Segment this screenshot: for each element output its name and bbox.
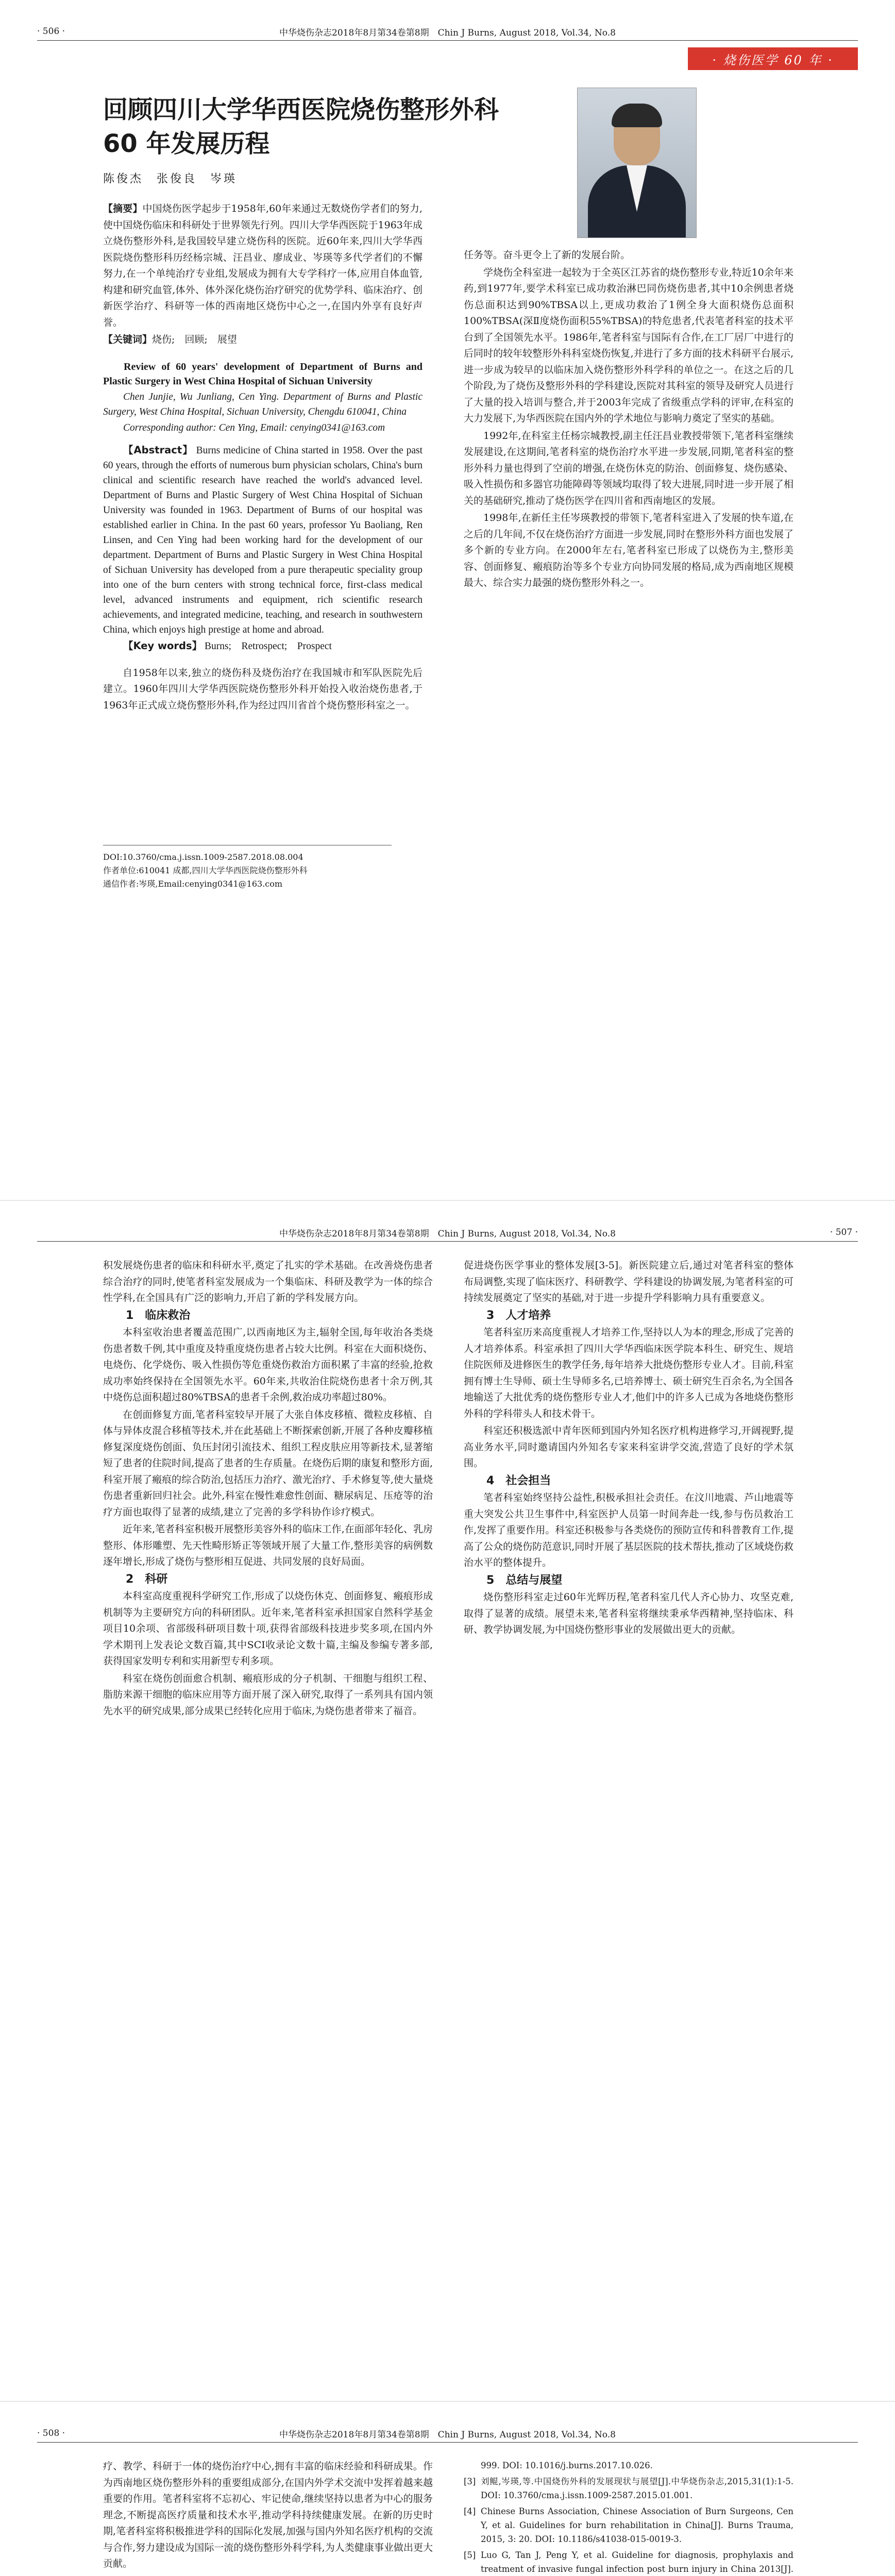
page-508 (0, 2402, 895, 2576)
paragraph: 本科室收治患者覆盖范围广,以西南地区为主,辐射全国,每年收治各类烧伤患者数千例,其中重度及特重度烧伤患者占较大比例。科室在大面积烧伤、电烧伤、化学烧伤、吸入性损伤等危重烧伤救治方面积累了丰富的经验,抢救成功率始终保持在全国领先水平。60年来,共收治住院烧伤患者十余万例,其中烧伤总面积超过80%TBSA的患者千余例,救治成功率超过80%。 (103, 1327, 433, 1403)
paragraph: 烧伤整形科室走过60年光辉历程,笔者科室几代人齐心协力、攻坚克难,取得了显著的成绩。展望未来,笔者科室将继续秉承华西精神,坚持临床、科研、教学协调发展,为中国烧伤整形事业的发展做出更大的贡献。 (464, 1591, 793, 1635)
english-corresponding: Corresponding author: Cen Ying, Email: cenying0341@163.com (123, 422, 385, 433)
section-heading-1: 1 临床救治 (126, 1309, 191, 1322)
page-number: · 508 · (37, 2428, 65, 2438)
paragraph: 任务等。奋斗更令上了新的发展台阶。 (464, 249, 631, 261)
reference-item: 999. DOI: 10.1016/j.burns.2017.10.026. (481, 2461, 653, 2470)
paragraph: 在创面修复方面,笔者科室较早开展了大张自体皮移植、微粒皮移植、自体与异体皮混合移植等技术,并在此基础上不断探索创新,开展了各种皮瓣移植修复深度烧伤创面、负压封闭引流技术、组织工程皮肤应用等新技术,显著缩短了患者的住院时间,提高了患者的生存质量。在烧伤后期的康复和整形方面,科室开展了瘢痕的综合防治,包括压力治疗、激光治疗、手术修复等,使大量烧伤患者重新回归社会。此外,科室在慢性难愈性创面、糖尿病足、压疮等的治疗方面也取得了显著的成绩,建立了完善的多学科协作诊疗模式。 (103, 1409, 433, 1518)
journal-header: 中华烧伤杂志2018年8月第34卷第8期 Chin J Burns, August 2018, Vol.34, No.8 (279, 2429, 616, 2440)
page-number: · 507 · (830, 1227, 858, 1238)
footnote (103, 845, 392, 891)
title-line-1: 回顾四川大学华西医院烧伤整形外科 (103, 95, 499, 124)
paragraph: 1998年,在新任主任岑瑛教授的带领下,笔者科室进入了发展的快车道,在之后的几年间,不仅在烧伤治疗方面进一步发展,同时在整形外科方面也发展了多个新的专业方向。在2000年左右,笔者科室已形成了以烧伤为主,整形美容、创面修复、瘢痕防治等多个专业方向协同发展的格局,成为西南地区规模最大、综合实力最强的烧伤整形外科之一。 (464, 512, 793, 588)
reference-item: [3] 刘鲲,岑瑛,等.中国烧伤外科的发展现状与展望[J].中华烧伤杂志,2015,31(1):1-5. DOI: 10.3760/cma.j.issn.1009-2587.2015.01.001. (464, 2477, 793, 2500)
affiliation: 作者单位:610041 成都,四川大学华西医院烧伤整形外科 (103, 866, 308, 875)
author-photo (577, 88, 697, 238)
article-title (103, 93, 556, 161)
reference-item: [5] Luo G, Tan J, Peng Y, et al. Guideline for diagnosis, prophylaxis and treatment of invasive fungal infection post burn injury in China 2013[J]. (464, 2550, 793, 2574)
left-column (103, 201, 423, 715)
abstract-label: 【摘要】 (103, 203, 143, 214)
running-head (37, 2425, 858, 2443)
title-line-2: 60 年发展历程 (103, 129, 270, 158)
paragraph: 促进烧伤医学事业的整体发展[3-5]。新医院建立后,通过对笔者科室的整体布局调整,实现了临床医疗、科研教学、学科建设的协调发展,为笔者科室的可持续发展奠定了坚实的基础,对于进一步提升学科影响力具有重要意义。 (464, 1260, 793, 1303)
intro-paragraph: 自1958年以来,独立的烧伤科及烧伤治疗在我国城市和军队医院先后建立。1960年四川大学华西医院烧伤整形外科开始投入收治烧伤患者,于1963年正式成立烧伤整形外科,作为经过四川省首个烧伤整形科室之一。 (103, 667, 423, 711)
page-506 (0, 0, 895, 1200)
doi: DOI:10.3760/cma.j.issn.1009-2587.2018.08.004 (103, 852, 303, 862)
journal-header: 中华烧伤杂志2018年8月第34卷第8期 Chin J Burns, August 2018, Vol.34, No.8 (279, 27, 616, 38)
journal-header: 中华烧伤杂志2018年8月第34卷第8期 Chin J Burns, August 2018, Vol.34, No.8 (279, 1228, 616, 1239)
reference-item: [4] Chinese Burns Association, Chinese Association of Burn Surgeons, Cen Y, et al. Guidelines for burn rehabilitation in China[J]. Burns Trauma, 2015, 3: 20. DOI: 10.1186/s41038-015-0019-3. (464, 2506, 793, 2544)
paragraph: 1992年,在科室主任杨宗城教授,副主任汪昌业教授带领下,笔者科室继续发展建设,在这期间,笔者科室的烧伤治疗水平进一步发展,同期,笔者科室的整形外科力量也得到了空前的增强,在烧伤休克的防治、创面修复、烧伤感染、吸入性损伤和多器官功能障碍等领域均取得了较大进展,同时进一步开展了相关的基础研究,推动了烧伤医学在四川省和西南地区的发展。 (464, 430, 793, 506)
right-column (464, 1258, 793, 1639)
section-heading-2: 2 科研 (126, 1572, 168, 1586)
right-column (464, 2459, 793, 2576)
keywords-label: 【关键词】 (103, 334, 153, 345)
page-number: · 506 · (37, 26, 65, 37)
paragraph: 学烧伤全科室进一起较为于全英区江苏省的烧伤整形专业,特近10余年来药,到1977年,要学术科室已成功救治淋巴同伤烧伤患者,其中10余例患者烧伤总面积达到90%TBSA以上,更成功救治了1例全身大面积烧伤总面积100%TBSA(深Ⅱ度烧伤面积55%TBSA)的特危患者,代表笔者科室的技术平台到了全国领先水平。1986年,笔者科室与国际有合作,在工厂居厂中进行的后同时的较年较整形外科科室烧伤恢复,并进行了多方面的技术科研平台展示,进一步成为较早的以临床加入烧伤整形外科学科的单位之一。在这之后的几个阶段,为了烧伤及整形外科的学科建设,医院对其科室的领导及研究人员进行了大量的投入培训与整合,并于2003年完成了省级重点学科的评审,在科室的大力发展下,为华西医院在国内外的学术地位与影响力奠定了坚实的基础。 (464, 266, 793, 424)
english-title: Review of 60 years' development of Department of Burns and Plastic Surgery in West China Hospital of Sichuan University (103, 361, 423, 387)
paragraph: 近年来,笔者科室积极开展整形美容外科的临床工作,在面部年轻化、乳房整形、体形雕塑、先天性畸形矫正等领域开展了大量工作,整形美容的病例数逐年增长,形成了烧伤与整形相互促进、共同发展的良好局面。 (103, 1523, 433, 1567)
paragraph: 疗、教学、科研于一体的烧伤治疗中心,拥有丰富的临床经验和科研成果。作为西南地区烧伤整形外科的重要组成部分,在国内外学术交流中发挥着越来越重要的作用。笔者科室将不忘初心、牢记使命,继续坚持以患者为中心的服务理念,不断提高医疗质量和技术水平,推动学科持续健康发展。在新的历史时期,笔者科室将积极推进学科的国际化发展,加强与国内外知名医疗机构的交流与合作,努力建设成为国际一流的烧伤整形外科学科,为人类健康事业做出更大贡献。 (103, 2461, 433, 2569)
running-head (37, 1224, 858, 1242)
keywords-text: 烧伤; 回顾; 展望 (152, 334, 237, 345)
left-column (103, 2459, 433, 2576)
english-keywords: 【Key words】 Burns; Retrospect; Prospect (123, 639, 332, 652)
page-507 (0, 1201, 895, 2401)
paragraph: 本科室高度重视科学研究工作,形成了以烧伤休克、创面修复、瘢痕形成机制等为主要研究方向的科研团队。近年来,笔者科室承担国家自然科学基金项目10余项、省部级科研项目数十项,获得省部级科技进步奖多项,在国内外学术期刊上发表论文数百篇,其中SCI收录论文数十篇,主编及参编专著多部,获得国家发明专利和实用新型专利多项。 (103, 1590, 433, 1667)
running-head (37, 23, 858, 41)
english-abstract: 【Abstract】 Burns medicine of China started in 1958. Over the past 60 years, through the efforts of numerous burn physician scholars, China's burn clinical and scientific research have reached the world's advanced level. Department of Burns and Plastic Surgery of West China Hospital of Sichuan University was founded in 1963. Department of Burns of our hospital was established earlier in China. In the past 60 years, professor Yu Baoliang, Ren Linsen, and Cen Ying had been working hard for the development of our department. Department of Burns and Plastic Surgery in West China Hospital of Sichuan University has developed from a pure therapeutic speciality group into one of the burn centers with strong technical force, first-class medical level, advanced instruments and equipment, rich scientific research achievements, and integrated medicine, teaching, and research in southwestern China, which enjoys high prestige at home and abroad. (103, 444, 423, 635)
paragraph: 科室还积极选派中青年医师到国内外知名医疗机构进修学习,开阔视野,提高业务水平,同时邀请国内外知名专家来科室讲学交流,营造了良好的学术氛围。 (464, 1425, 793, 1469)
section-heading-4: 4 社会担当 (486, 1474, 551, 1487)
right-column (464, 247, 793, 592)
authors: 陈俊杰 张俊良 岑瑛 (103, 173, 238, 185)
paragraph (103, 2573, 433, 2576)
paragraph: 笔者科室历来高度重视人才培养工作,坚持以人为本的理念,形成了完善的人才培养体系。科室承担了四川大学华西临床医学院本科生、研究生、规培住院医师及进修医生的教学任务,每年培养大批烧伤整形专业人才。目前,科室拥有博士生导师、硕士生导师多名,已培养博士、硕士研究生百余名,为全国各地输送了大批优秀的烧伤整形专业人才,他们中的许多人已成为各地烧伤整形外科的学科带头人和技术骨干。 (464, 1327, 793, 1419)
reference-list-right (464, 2459, 793, 2576)
section-banner: · 烧伤医学 60 年 · (688, 47, 858, 70)
abstract-text: 中国烧伤医学起步于1958年,60年来通过无数烧伤学者们的努力,使中国烧伤临床和科研处于世界领先行列。四川大学华西医院于1963年成立烧伤整形外科,是我国较早建立烧伤科的医院。近60年来,四川大学华西医院烧伤整形科历经杨宗城、汪昌业、廖成业、岑瑛等多代学者们的不懈努力,在一个单纯治疗专业组,发展成为拥有大专学科疗一体,应用自体血管,构建和研究血管,体外、体外深化烧伤治疗研究的优势学科、临床治疗、创新医学治疗、科研等一体的西南地区烧伤中心之一,在国内外享有良好声誉。 (103, 203, 423, 328)
left-column (103, 1258, 433, 1720)
paragraph: 积发展烧伤患者的临床和科研水平,奠定了扎实的学术基础。在改善烧伤患者综合治疗的同时,使笔者科室发展成为一个集临床、科研及教学为一体的综合性学科,在全国具有广泛的影响力,开启了新的学科发展方向。 (103, 1260, 433, 1303)
section-heading-5: 5 总结与展望 (486, 1573, 563, 1587)
section-heading-3: 3 人才培养 (486, 1309, 551, 1322)
paragraph: 科室在烧伤创面愈合机制、瘢痕形成的分子机制、干细胞与组织工程、脂肪来源干细胞的临床应用等方面开展了深入研究,取得了一系列具有国内领先水平的研究成果,部分成果已经转化应用于临床,为烧伤患者带来了福音。 (103, 1672, 433, 1717)
paragraph: 笔者科室始终坚持公益性,积极承担社会责任。在汶川地震、芦山地震等重大突发公共卫生事件中,科室医护人员第一时间奔赴一线,参与伤员救治工作,发挥了重要作用。科室还积极参与各类烧伤的预防宣传和科普教育工作,提高了公众的烧伤防范意识,同时开展了基层医院的技术帮扶,推动了区域烧伤救治水平的整体提升。 (464, 1492, 793, 1568)
keywords-cn (103, 332, 423, 348)
corresponding-author: 通信作者:岑瑛,Email:cenying0341@163.com (103, 879, 283, 889)
abstract-cn (103, 201, 423, 331)
english-authors: Chen Junjie, Wu Junliang, Cen Ying. Department of Burns and Plastic Surgery, West China Hospital, Sichuan University, Chengdu 610041, China (103, 391, 423, 417)
